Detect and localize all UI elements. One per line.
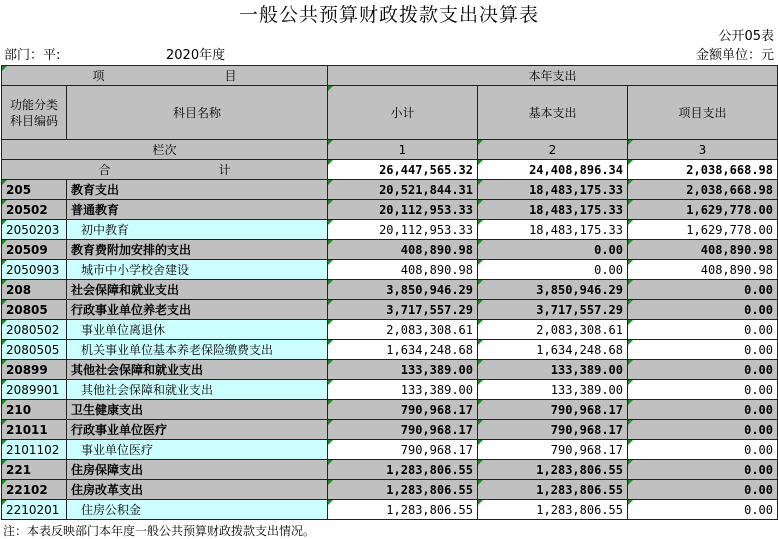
basic-value: 790,968.17 — [478, 440, 628, 460]
subject-code: 2080505 — [2, 340, 67, 360]
table-row — [2, 320, 778, 340]
basic-value: 0.00 — [478, 260, 628, 280]
project-value: 0.00 — [628, 380, 778, 400]
subject-name: 住房保障支出 — [67, 460, 328, 480]
item-header: 项 目 — [2, 66, 328, 86]
basic-value: 18,483,175.33 — [478, 180, 628, 200]
subtotal-value: 790,968.17 — [328, 440, 478, 460]
subject-name: 其他社会保障和就业支出 — [67, 380, 328, 400]
project-value: 0.00 — [628, 460, 778, 480]
subtotal-value: 1,283,806.55 — [328, 480, 478, 500]
header-row-1 — [2, 66, 778, 86]
project-value: 0.00 — [628, 400, 778, 420]
subject-name: 教育费附加安排的支出 — [67, 240, 328, 260]
subject-name: 初中教育 — [67, 220, 328, 240]
subject-code: 210 — [2, 400, 67, 420]
subject-code: 2089901 — [2, 380, 67, 400]
subject-name: 机关事业单位基本养老保险缴费支出 — [67, 340, 328, 360]
department-label: 部门：平: — [4, 48, 61, 63]
project-value: 1,629,778.00 — [628, 220, 778, 240]
col-index-1: 1 — [328, 140, 478, 160]
subject-code: 2101102 — [2, 440, 67, 460]
project-value: 0.00 — [628, 340, 778, 360]
subject-name: 卫生健康支出 — [67, 400, 328, 420]
col-index-2: 2 — [478, 140, 628, 160]
subject-name: 事业单位医疗 — [67, 440, 328, 460]
name-header: 科目名称 — [67, 86, 328, 140]
subtotal-value: 408,890.98 — [328, 260, 478, 280]
project-value: 0.00 — [628, 280, 778, 300]
basic-value: 0.00 — [478, 240, 628, 260]
table-row — [2, 380, 778, 400]
subject-name: 教育支出 — [67, 180, 328, 200]
subtotal-value: 20,521,844.31 — [328, 180, 478, 200]
basic-value: 3,850,946.29 — [478, 280, 628, 300]
subject-name: 行政事业单位医疗 — [67, 420, 328, 440]
subject-code: 2080502 — [2, 320, 67, 340]
basic-value: 790,968.17 — [478, 420, 628, 440]
footnote: 注：本表反映部门本年度一般公共预算财政拨款支出情况。 — [3, 524, 316, 538]
subject-code: 205 — [2, 180, 67, 200]
subject-code: 2210201 — [2, 500, 67, 520]
subject-code: 20502 — [2, 200, 67, 220]
project-value: 2,038,668.98 — [628, 180, 778, 200]
total-basic: 24,408,896.34 — [478, 160, 628, 180]
project-value: 0.00 — [628, 320, 778, 340]
basic-value: 133,389.00 — [478, 360, 628, 380]
subtotal-value: 3,850,946.29 — [328, 280, 478, 300]
basic-value: 3,717,557.29 — [478, 300, 628, 320]
subtotal-header: 小计 — [328, 86, 478, 140]
project-value: 408,890.98 — [628, 240, 778, 260]
subject-name: 城市中小学校舍建设 — [67, 260, 328, 280]
table-code: 公开05表 — [718, 29, 774, 44]
header-row-3 — [2, 140, 778, 160]
basic-value: 1,283,806.55 — [478, 480, 628, 500]
subtotal-value: 1,634,248.68 — [328, 340, 478, 360]
table-row — [2, 480, 778, 500]
subtotal-value: 133,389.00 — [328, 380, 478, 400]
subject-name: 住房改革支出 — [67, 480, 328, 500]
table-row — [2, 400, 778, 420]
table-row — [2, 340, 778, 360]
basic-value: 2,083,308.61 — [478, 320, 628, 340]
basic-value: 1,634,248.68 — [478, 340, 628, 360]
report-title: 一般公共预算财政拨款支出决算表 — [238, 4, 539, 26]
subtotal-value: 790,968.17 — [328, 420, 478, 440]
project-value: 0.00 — [628, 360, 778, 380]
subtotal-value: 20,112,953.33 — [328, 220, 478, 240]
subtotal-value: 3,717,557.29 — [328, 300, 478, 320]
project-value: 0.00 — [628, 300, 778, 320]
subject-code: 208 — [2, 280, 67, 300]
project-value: 1,629,778.00 — [628, 200, 778, 220]
year-label: 2020年度 — [166, 48, 226, 63]
basic-header: 基本支出 — [478, 86, 628, 140]
project-header: 项目支出 — [628, 86, 778, 140]
subject-name: 普通教育 — [67, 200, 328, 220]
basic-value: 1,283,806.55 — [478, 500, 628, 520]
subtotal-value: 133,389.00 — [328, 360, 478, 380]
basic-value: 790,968.17 — [478, 400, 628, 420]
basic-value: 1,283,806.55 — [478, 460, 628, 480]
subject-name: 社会保障和就业支出 — [67, 280, 328, 300]
basic-value: 18,483,175.33 — [478, 200, 628, 220]
subtotal-value: 20,112,953.33 — [328, 200, 478, 220]
subject-code: 22102 — [2, 480, 67, 500]
subject-code: 221 — [2, 460, 67, 480]
current-year-header: 本年支出 — [328, 66, 778, 86]
column-index-label: 栏次 — [2, 140, 328, 160]
subject-code: 20899 — [2, 360, 67, 380]
subtotal-value: 408,890.98 — [328, 240, 478, 260]
subtotal-value: 1,283,806.55 — [328, 460, 478, 480]
subject-name: 住房公积金 — [67, 500, 328, 520]
project-value: 0.00 — [628, 420, 778, 440]
table-row — [2, 460, 778, 480]
project-value: 408,890.98 — [628, 260, 778, 280]
col-index-3: 3 — [628, 140, 778, 160]
total-row — [2, 160, 778, 180]
subtotal-value: 790,968.17 — [328, 400, 478, 420]
table-row — [2, 280, 778, 300]
table-row — [2, 220, 778, 240]
table-row — [2, 420, 778, 440]
basic-value: 18,483,175.33 — [478, 220, 628, 240]
table-row — [2, 240, 778, 260]
subject-code: 20509 — [2, 240, 67, 260]
subject-code: 2050203 — [2, 220, 67, 240]
basic-value: 133,389.00 — [478, 380, 628, 400]
table-row — [2, 180, 778, 200]
table-row — [2, 360, 778, 380]
subject-name: 其他社会保障和就业支出 — [67, 360, 328, 380]
table-row — [2, 500, 778, 520]
total-project: 2,038,668.98 — [628, 160, 778, 180]
subject-code: 21011 — [2, 420, 67, 440]
table-row — [2, 260, 778, 280]
table-row — [2, 200, 778, 220]
project-value: 0.00 — [628, 440, 778, 460]
table-row — [2, 440, 778, 460]
code-header: 功能分类 科目编码 — [2, 86, 67, 140]
project-value: 0.00 — [628, 500, 778, 520]
total-label: 合 计 — [2, 160, 328, 180]
subtotal-value: 1,283,806.55 — [328, 500, 478, 520]
expenditure-table — [1, 65, 778, 520]
project-value: 0.00 — [628, 480, 778, 500]
subject-code: 20805 — [2, 300, 67, 320]
unit-label: 金额单位：元 — [695, 48, 774, 63]
subject-code: 2050903 — [2, 260, 67, 280]
total-subtotal: 26,447,565.32 — [328, 160, 478, 180]
subject-name: 事业单位离退休 — [67, 320, 328, 340]
table-row — [2, 300, 778, 320]
subtotal-value: 2,083,308.61 — [328, 320, 478, 340]
header-row-2 — [2, 86, 778, 140]
subject-name: 行政事业单位养老支出 — [67, 300, 328, 320]
